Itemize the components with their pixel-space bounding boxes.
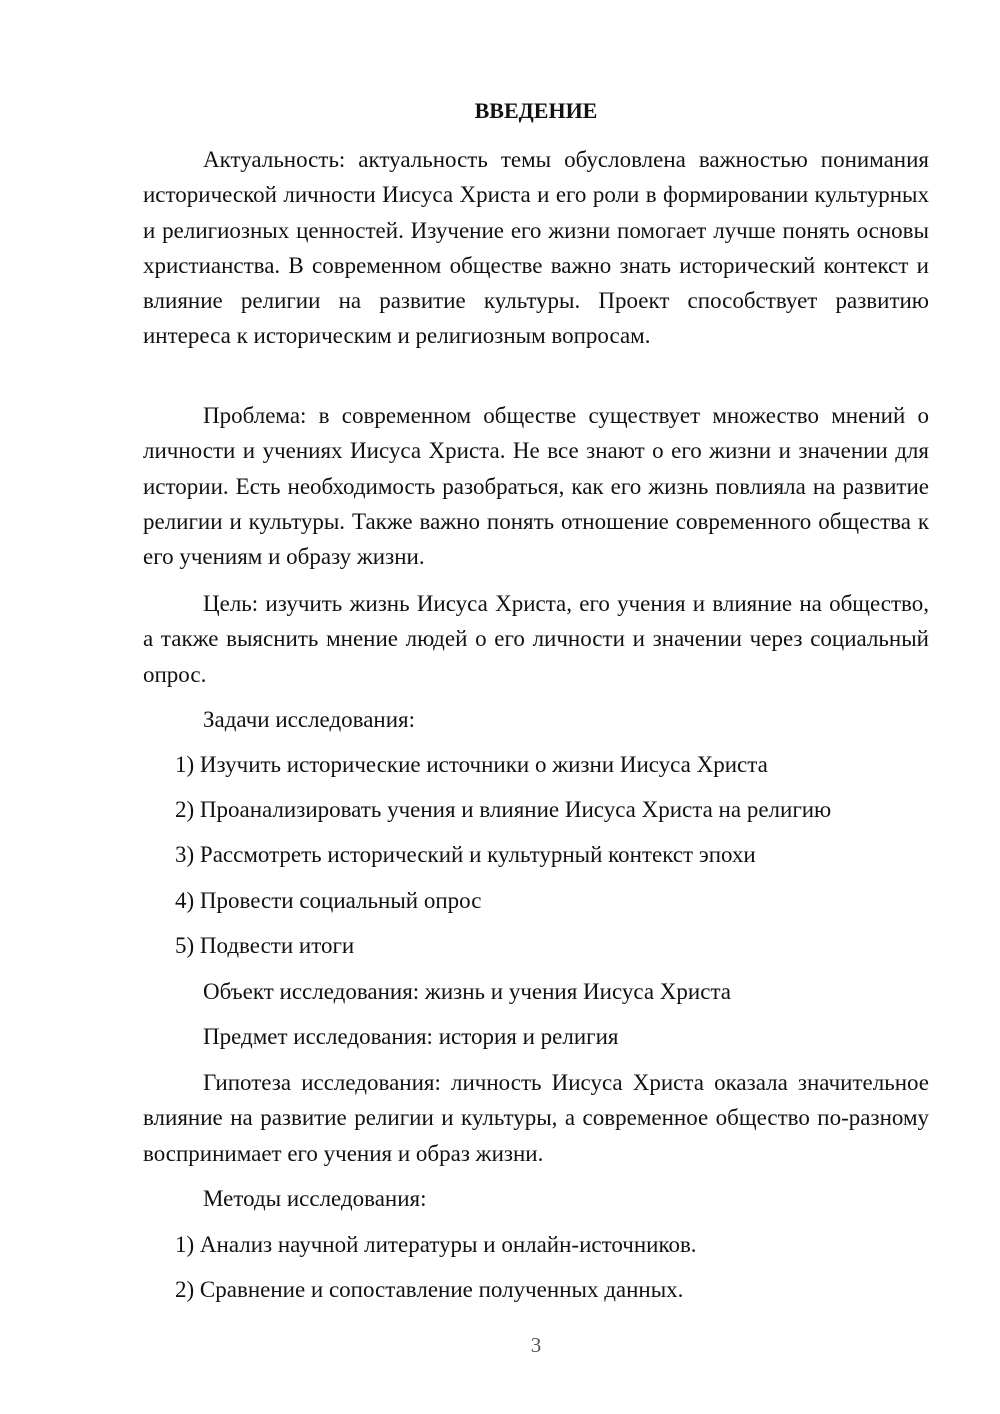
task-item-2: 2) Проанализировать учения и влияние Иисуса Христа на религию <box>175 797 832 822</box>
relevance-paragraph: Актуальность: актуальность темы обусловлена важностью понимания исторической личности Иисуса Христа и его роли в формировании культурных и религиозных ценностей. Изучение его жизни помогает лучше понять основы христианства. В современном обществе важно знать исторический контекст и влияние религии на развитие культуры. Проект способствует развитию интереса к историческим и религиозным вопросам. <box>143 147 929 349</box>
page-title: ВВЕДЕНИЕ <box>474 98 598 123</box>
page-number: 3 <box>530 1333 542 1357</box>
task-item-3: 3) Рассмотреть исторический и культурный контекст эпохи <box>175 842 756 867</box>
tasks-heading: Задачи исследования: <box>203 707 416 732</box>
goal-paragraph: Цель: изучить жизнь Иисуса Христа, его учения и влияние на общество, а также выяснить мнение людей о его личности и значении через социальный опрос. <box>143 591 929 687</box>
task-item-4: 4) Провести социальный опрос <box>175 888 482 913</box>
method-item-1: 1) Анализ научной литературы и онлайн-источников. <box>175 1232 697 1257</box>
task-item-5: 5) Подвести итоги <box>175 933 355 958</box>
hypothesis-paragraph: Гипотеза исследования: личность Иисуса Христа оказала значительное влияние на развитие религии и культуры, а современное общество по-разному воспринимает его учения и образ жизни. <box>143 1070 929 1166</box>
research-subject: Предмет исследования: история и религия <box>203 1024 619 1049</box>
task-item-1: 1) Изучить исторические источники о жизни Иисуса Христа <box>175 752 768 777</box>
methods-heading: Методы исследования: <box>203 1186 427 1211</box>
method-item-2: 2) Сравнение и сопоставление полученных данных. <box>175 1277 684 1302</box>
research-object: Объект исследования: жизнь и учения Иисуса Христа <box>203 979 731 1004</box>
problem-paragraph: Проблема: в современном обществе существует множество мнений о личности и учениях Иисуса Христа. Не все знают о его жизни и значении для истории. Есть необходимость разобраться, как его жизнь повлияла на развитие религии и культуры. Также важно понять отношение современного общества к его учениям и образу жизни. <box>143 403 929 570</box>
